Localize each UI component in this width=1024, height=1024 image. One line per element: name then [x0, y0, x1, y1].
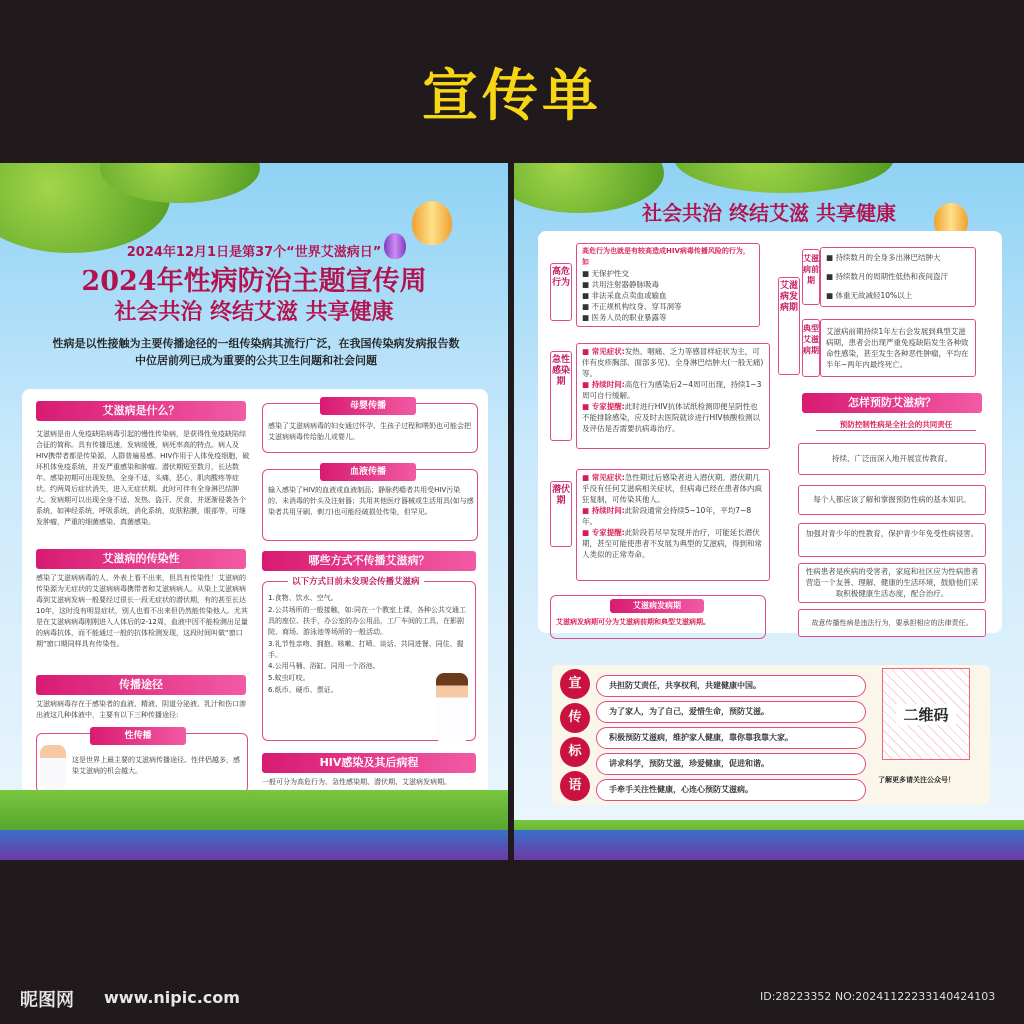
typical-stage-box: 艾滋病前期持续1年左右会发展到典型艾滋病期，患者会出现严重免疫缺陷发生各种致命性感染，甚至发生各种恶性肿瘤，平均在半年~两年内最终死亡。: [820, 319, 976, 377]
slogan-line: 手牵手关注性健康，心连心预防艾滋病。: [596, 779, 866, 801]
routes-text: 艾滋病病毒存在于感染者的血液、精液、阴道分泌液、乳汁和伤口渗出液这几种体液中，主要有以下三种传播途径:: [36, 700, 246, 719]
slogan-line: 讲求科学，预防艾滋，珍爱健康，促进和谐。: [596, 753, 866, 775]
list-item: 4.公用马桶、浴缸、同用一个浴池。: [268, 662, 380, 670]
watermark-footer: [0, 978, 1024, 1018]
high-risk-box: [576, 243, 760, 327]
slogan-char: 宣: [560, 669, 590, 699]
tab-blood-transmission: 血液传播: [320, 463, 416, 481]
section-header-routes: 传播途径: [36, 675, 246, 695]
list-item: 2.公共场所的一般接触，如:同在一个教室上课，各种公共交通工具的座位、扶手，办公室的办公用品，工厂车间的工具，在影剧院、商场、游泳池等场所的一般活动。: [268, 606, 467, 636]
not-spread-label: 以下方式目前未发现会传播艾滋病: [288, 575, 424, 587]
nurse-illustration: [40, 745, 66, 789]
slogan-char: 标: [560, 737, 590, 767]
event-subtitle: 2024年12月1日是第37个“世界艾滋病日”: [126, 245, 382, 260]
list-item: ■ 体重无故减轻10%以上: [826, 291, 913, 300]
tab-sexual-transmission: 性传播: [90, 727, 186, 745]
high-risk-heading: 高危行为也就是有较高造成HIV病毒传播风险的行为，如: [582, 247, 750, 266]
page-title: 社会共治 终结艾滋 共享健康: [642, 201, 896, 225]
stage-label-high-risk: 高危行为: [550, 263, 572, 321]
list-item: ■ 共用注射器静脉吸毒: [582, 280, 659, 289]
list-item: 6.纸币、硬币、票证。: [268, 686, 338, 694]
slogan-line: 积极预防艾滋病，维护家人健康，靠你靠我靠大家。: [596, 727, 866, 749]
list-item: ■ 不正规机构纹身、穿耳洞等: [582, 302, 682, 311]
slogan-char: 传: [560, 703, 590, 733]
infectivity-text: 感染了艾滋病病毒的人，外表上看不出来，但具有传染性！艾滋病的传染源为无症状的艾滋病病毒携带者和艾滋病病人。从染上艾滋病病毒到艾滋病发病一般要经过很长一段无症状的潜伏期，有的甚至长达10年，这时没有明显症状，别人也看不出来但仍然能传染他人。尤其是在艾滋病病毒刚刚进入人体后的2-12周，血液中因不能检测出足量的病毒抗体，而不能通过一般的抗体检测发现，这段时间叫做“窗口期”窗口期同样具有传染性。: [36, 574, 248, 648]
list-item: ■ 持续数月的周期性低热和夜间盗汗: [826, 272, 948, 281]
section-header-infectivity: 艾滋病的传染性: [36, 549, 246, 569]
qr-code-label: 二维码: [896, 704, 956, 725]
prevention-item: 持续、广泛而深入地开展宣传教育。: [798, 443, 986, 475]
header: [0, 0, 1024, 160]
latent-stage-box: ■ 常见症状:急性期过后感染者进入潜伏期。潜伏期几乎没有任何艾滋病相关症状，但病毒已经在患者体内疯狂复制，可传染其他人。 ■ 持续时间:此阶段通常会持续5~10年，平均7~8年。 ■ 专家提醒:此阶段若尽早发现并治疗，可能延长潜伏期，甚至可能使患者不发展为典型的艾滋病，得到和常人类似的正常寿命。: [576, 469, 770, 581]
stage-label-early: 艾滋病前期: [802, 249, 820, 305]
image-id: ID:28223352 NO:20241122233140424103: [760, 990, 996, 1003]
nurse-illustration: [436, 673, 468, 743]
what-text: 艾滋病是由人免疫缺陷病毒引起的慢性传染病，是获得性免疫缺陷综合征的简称。具有传播迅速，发病缓慢，病死率高的特点。病人及HIV携带者都是传染源，人群普遍易感。HIV作用于人体免疫细胞，破坏机体免疫系统，并发严重感染和肿瘤。潜伏期短至数月，长达数年。感染初期可出现发热，全身不适，头痛，恶心，肌肉酸疼等症状。约两周后症状消失，进入无症状期。此时可伴有全身淋巴结肿大。发病期可以出现全身不适、发热、盗汗、厌食，并逐渐侵袭各个系统，如神经系统，呼吸系统，消化系统，皮肤粘膜，眼部等，可继发肿瘤，严重的细菌感染、真菌感染。: [36, 430, 250, 526]
list-item: 3.礼节性亲吻、拥抱、咳嗽、打喷、谈话、共同进餐、同住、握手。: [268, 640, 464, 659]
list-item: ■ 医务人员的职业暴露等: [582, 313, 667, 322]
mother-infant-text: 感染了艾滋病病毒的妇女通过怀孕、生孩子过程和喂奶也可能会把艾滋病病毒传给胎儿或婴儿。: [268, 422, 471, 441]
acute-stage-box: ■ 常见症状:发热、咽痛、乏力等感冒样症状为主，可伴有皮疹胸部、面部多见)、全身淋巴结肿大(一般无痛)等。 ■ 持续时间:高危行为感染后2~4周可出现，持续1~3周可自行缓解。 ■ 专家提醒:此时进行HIV抗体试纸检测即便呈阴性也不能排除感染，应及时去医院就诊进行HIV核酸检测以及评估是否需要抗病毒治疗。: [576, 343, 770, 449]
course-text: 一般可分为高危行为、急性感染期、潜伏期、艾滋病发病期。: [262, 778, 451, 786]
list-item: ■ 非法采血点卖血或输血: [582, 291, 667, 300]
slogan-char: 语: [560, 771, 590, 801]
sexual-transmission-text: 这是世界上最主要的艾滋病传播途径。性伴侣越多，感染艾滋病的机会越大。: [72, 756, 240, 775]
qr-code-placeholder[interactable]: [882, 668, 970, 760]
intro-paragraph: 性病是以性接触为主要传播途径的一组传染病其流行广泛，在我国传染病发病报告数中位居前列已成为重要的公共卫生问题和社会问题: [52, 337, 460, 367]
stage-label-onset: 艾滋病发病期: [778, 277, 800, 375]
onset-text: 艾滋病发病期可分为艾滋病前期和典型艾滋病期。: [556, 618, 710, 626]
list-item: ■ 持续数月的全身多出淋巴结肿大: [826, 253, 941, 262]
list-item: 1.食物、饮水、空气。: [268, 594, 338, 602]
flyer-heading: 宣传单: [422, 63, 602, 129]
left-flyer-page: [0, 163, 508, 860]
ground-decoration: [514, 830, 1024, 860]
prevention-item: 性病患者是疾病的受害者，家庭和社区应为性病患者营造一个友善、理解、健康的生活环境，鼓励他们采取积极健康生活态度，配合治疗。: [798, 563, 986, 603]
list-item: ■ 无保护性交: [582, 269, 629, 278]
tab-onset: 艾滋病发病期: [610, 599, 704, 613]
site-logo: 昵图网: [20, 990, 74, 1011]
stage-label-acute: 急性感染期: [550, 351, 572, 441]
early-stage-box: [820, 247, 976, 307]
prevention-item: 每个人都应该了解和掌握预防性病的基本知识。: [798, 485, 986, 515]
week-title: 2024年性病防治主题宣传周: [81, 266, 427, 297]
qr-note: 了解更多请关注公众号！: [878, 776, 955, 784]
ground-decoration: [0, 830, 508, 860]
section-header-not-spread: 哪些方式不传播艾滋病？: [262, 551, 476, 571]
tab-mother-infant: 母婴传播: [320, 397, 416, 415]
slogan-line: 共担防艾责任，共享权利，共建健康中国。: [596, 675, 866, 697]
section-header-what: 艾滋病是什么？: [36, 401, 246, 421]
list-item: 5.蚊虫叮咬。: [268, 674, 310, 682]
stage-label-latent: 潜伏期: [550, 481, 572, 547]
right-flyer-page: [514, 163, 1024, 860]
hot-air-balloon-icon: [412, 201, 452, 245]
blood-transmission-text: 输入感染了HIV的血液或血液制品；静脉药瘾者共用受HIV污染的、未消毒的针头及注射器；共用其他医疗器械或生活用具(如与感染者共用牙刷、剃刀)也可能经破损处传染，但罕见。: [268, 486, 474, 516]
slogan-title: 社会共治 终结艾滋 共享健康: [114, 299, 394, 325]
section-header-prevention: 怎样预防艾滋病？: [802, 393, 982, 413]
tree-leaves-decoration: [674, 163, 894, 193]
stage-label-typical: 典型艾滋病期: [802, 319, 820, 377]
section-header-course: HIV感染及其后病程: [262, 753, 476, 773]
prevention-item: 故意传播性病是违法行为，要承担相应的法律责任。: [798, 609, 986, 637]
site-url: www.nipic.com: [104, 988, 240, 1007]
prevention-item: 加强对青少年的性教育，保护青少年免受性病侵害。: [798, 523, 986, 557]
prevention-subtitle: 预防控制性病是全社会的共同责任: [816, 419, 976, 431]
slogan-line: 为了家人，为了自己，爱惜生命，预防艾滋。: [596, 701, 866, 723]
